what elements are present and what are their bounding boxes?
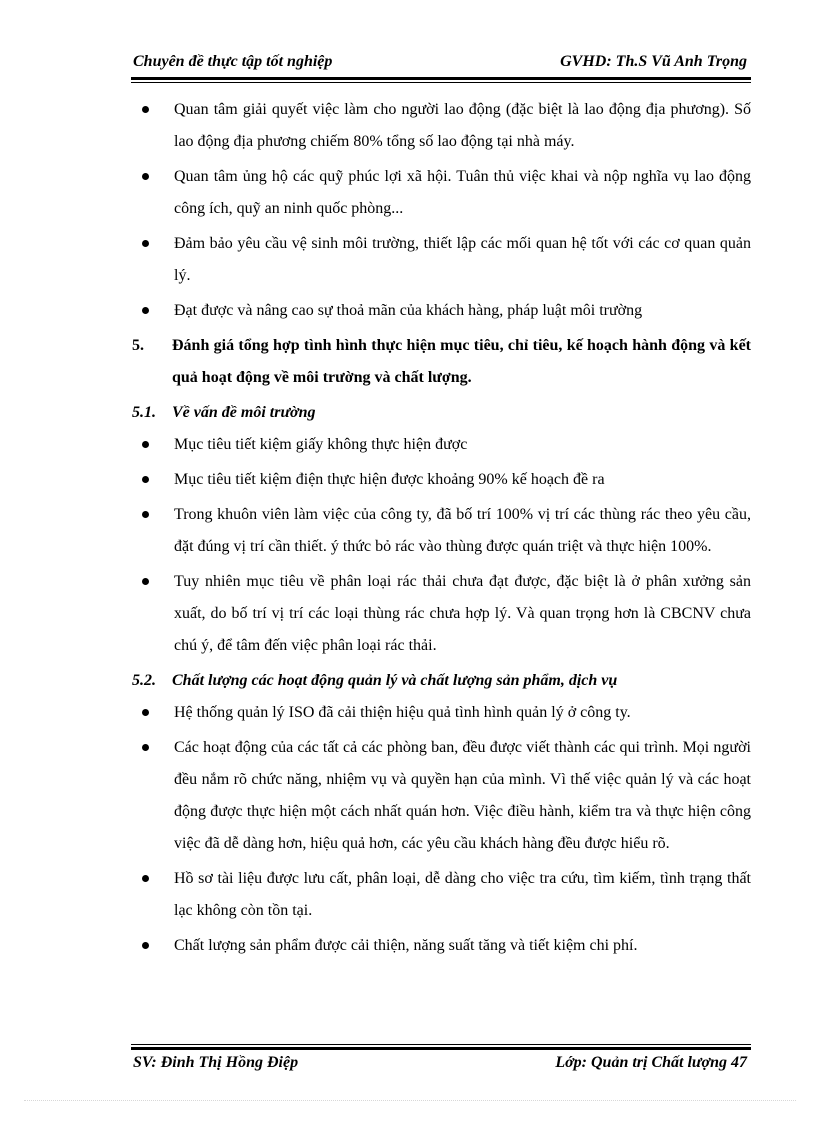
bullet-icon: [142, 942, 149, 949]
bullet-icon: [142, 307, 149, 314]
list-item-text: Tuy nhiên mục tiêu về phân loại rác thải chưa đạt được, đặc biệt là ở phân xưởng sản xuất, do bố trí vị trí các loại thùng rác chưa hợp lý. Và quan trọng hơn là CBCNV chưa chú ý, để tâm đến việc phân loại rác thải.: [174, 573, 751, 654]
list-item: [131, 930, 751, 962]
bullet-icon: [142, 709, 149, 716]
bullet-icon: [142, 578, 149, 585]
footer-rule-thin: [131, 1044, 751, 1045]
bullet-icon: [142, 511, 149, 518]
list-item: [131, 499, 751, 563]
section-5-heading: [131, 330, 751, 394]
page-edge-divider: [24, 1100, 796, 1101]
bullet-icon: [142, 744, 149, 751]
section-number: 5.: [132, 337, 144, 354]
list-item-text: Các hoạt động của các tất cả các phòng ban, đều được viết thành các qui trình. Mọi người đều nắm rõ chức năng, nhiệm vụ và quyền hạn của mình. Vì thế việc quản lý và các hoạt động được thực hiện một cách nhất quán hơn. Việc điều hành, kiểm tra và thực hiện công việc đã dễ dàng hơn, hiệu quả hơn, các yêu cầu khách hàng đều được hiểu rõ.: [174, 739, 751, 852]
list-item: [131, 697, 751, 729]
bullet-icon: [142, 875, 149, 882]
page-body: [131, 94, 751, 965]
list-item: [131, 429, 751, 461]
list-item: [131, 464, 751, 496]
list-item: [131, 295, 751, 327]
section-title: Về vấn đề môi trường: [172, 404, 316, 421]
bullet-icon: [142, 476, 149, 483]
bullet-icon: [142, 240, 149, 247]
list-item: [131, 566, 751, 662]
footer-rule-thick: [131, 1047, 751, 1050]
list-item-text: Mục tiêu tiết kiệm điện thực hiện được khoảng 90% kế hoạch đề ra: [174, 471, 605, 488]
section-number: 5.2.: [132, 672, 156, 689]
list-item-text: Hệ thống quản lý ISO đã cải thiện hiệu quả tình hình quản lý ở công ty.: [174, 704, 631, 721]
list-item-text: Trong khuôn viên làm việc của công ty, đã bố trí 100% vị trí các thùng rác theo yêu cầu, đặt đúng vị trí cần thiết. ý thức bỏ rác vào thùng được quán triệt và thực hiện 100%.: [174, 506, 751, 555]
section-5-2-heading: [131, 665, 751, 697]
list-item: [131, 94, 751, 158]
list-item-text: Đạt được và nâng cao sự thoả mãn của khách hàng, pháp luật môi trường: [174, 302, 643, 319]
bullet-icon: [142, 441, 149, 448]
footer-class-name: Lớp: Quản trị Chất lượng 47: [555, 1054, 747, 1071]
list-item-text: Đảm bảo yêu cầu vệ sinh môi trường, thiết lập các mối quan hệ tốt với các cơ quan quản lý.: [174, 235, 751, 284]
list-item: [131, 228, 751, 292]
list-item: [131, 161, 751, 225]
page-footer: [131, 1054, 751, 1078]
list-item-text: Mục tiêu tiết kiệm giấy không thực hiện được: [174, 436, 468, 453]
list-item-text: Hồ sơ tài liệu được lưu cất, phân loại, dễ dàng cho việc tra cứu, tìm kiếm, tình trạng thất lạc không còn tồn tại.: [174, 870, 751, 919]
footer-student-name: SV: Đinh Thị Hồng Điệp: [133, 1054, 299, 1071]
section-5-1-heading: [131, 397, 751, 429]
list-item-text: Chất lượng sản phẩm được cải thiện, năng suất tăng và tiết kiệm chi phí.: [174, 937, 638, 954]
list-item-text: Quan tâm giải quyết việc làm cho người lao động (đặc biệt là lao động địa phương). Số lao động địa phương chiếm 80% tổng số lao động tại nhà máy.: [174, 101, 751, 150]
section-title: Đánh giá tổng hợp tình hình thực hiện mục tiêu, chỉ tiêu, kế hoạch hành động và kết quả hoạt động về môi trường và chất lượng.: [172, 337, 751, 386]
header-supervisor: GVHD: Th.S Vũ Anh Trọng: [560, 53, 747, 70]
header-thesis-title: Chuyên đề thực tập tốt nghiệp: [133, 53, 333, 70]
list-item: [131, 732, 751, 860]
bullet-icon: [142, 173, 149, 180]
list-item-text: Quan tâm ủng hộ các quỹ phúc lợi xã hội. Tuân thủ việc khai và nộp nghĩa vụ lao động công ích, quỹ an ninh quốc phòng...: [174, 168, 751, 217]
bullet-icon: [142, 106, 149, 113]
section-number: 5.1.: [132, 404, 156, 421]
page-header: [131, 50, 751, 76]
list-item: [131, 863, 751, 927]
header-rule-thick: [131, 77, 751, 80]
section-title: Chất lượng các hoạt động quản lý và chất lượng sản phẩm, dịch vụ: [172, 672, 618, 689]
header-rule-thin: [131, 82, 751, 83]
